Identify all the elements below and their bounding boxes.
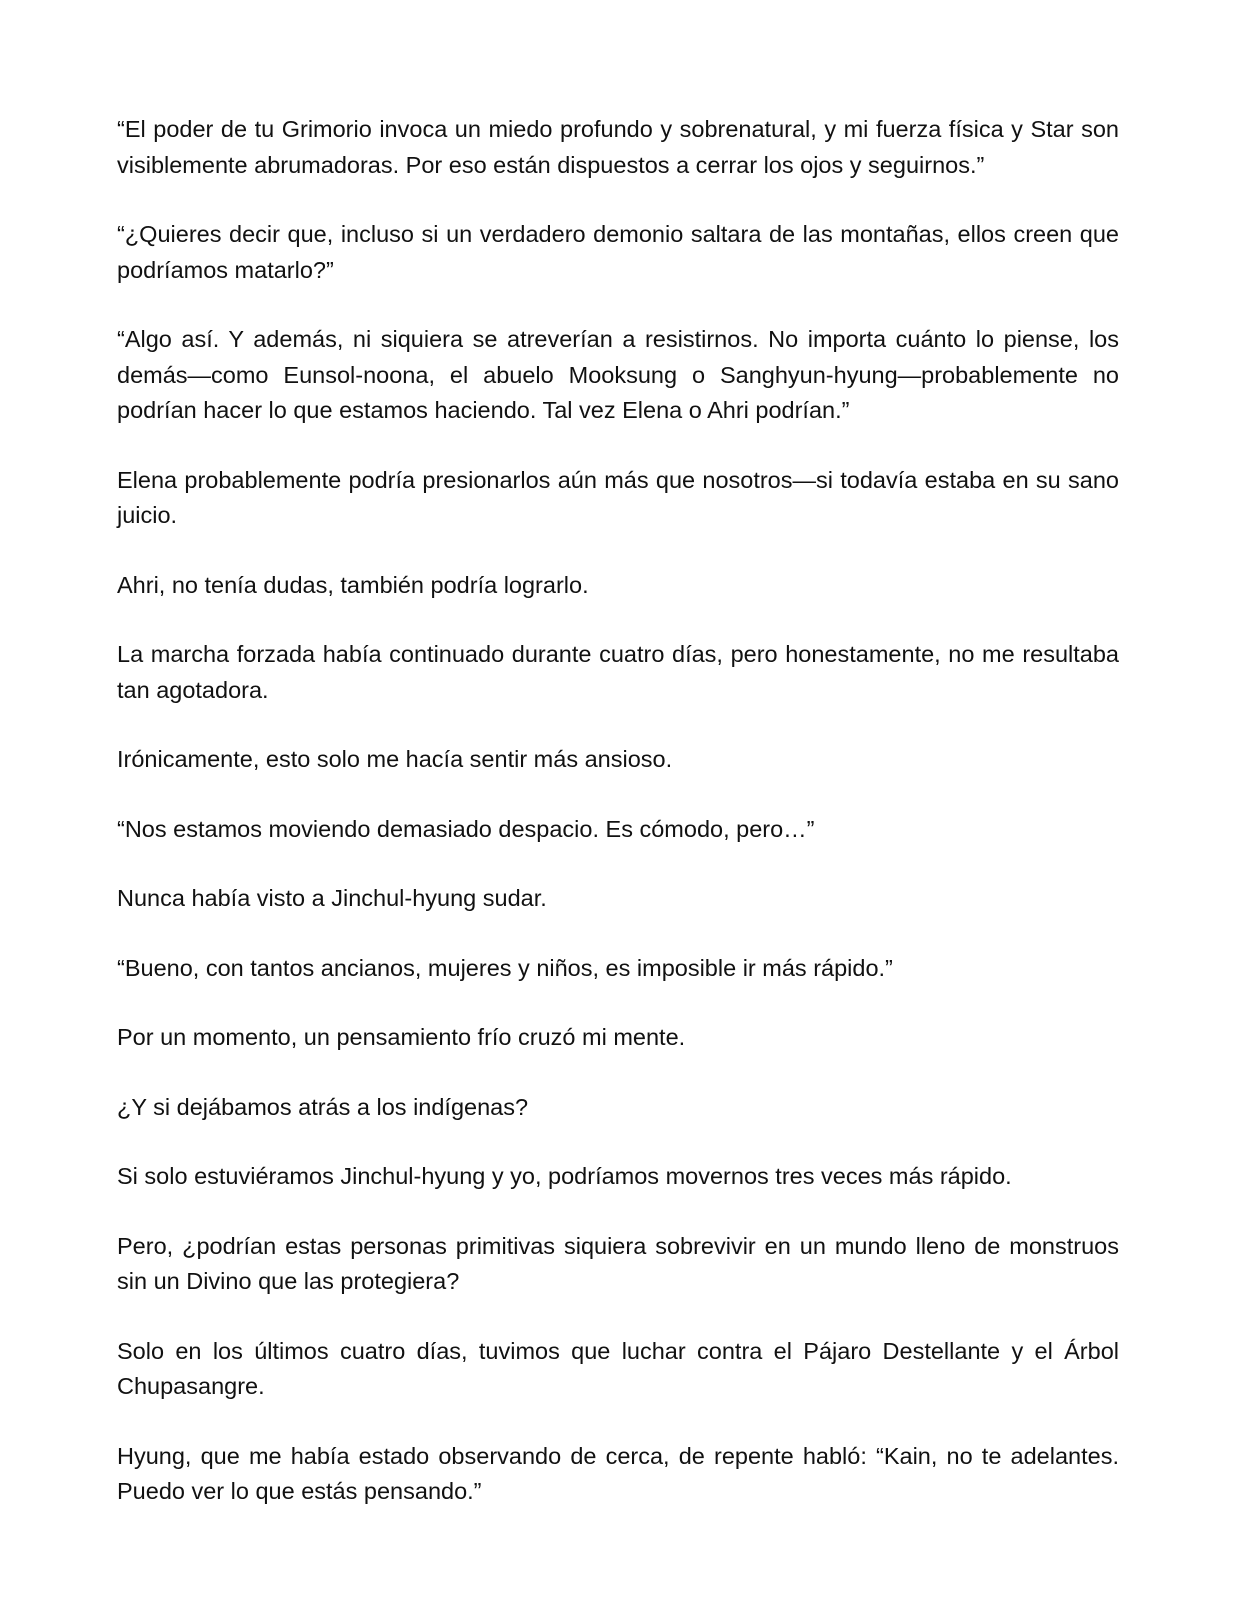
- paragraph-6: La marcha forzada había continuado durante cuatro días, pero honestamente, no me resultaba tan agotadora.: [117, 641, 1119, 703]
- paragraph-10: “Bueno, con tantos ancianos, mujeres y niños, es imposible ir más rápido.”: [117, 954, 893, 981]
- paragraph-1: “El poder de tu Grimorio invoca un miedo profundo y sobrenatural, y mi fuerza física y Star son visiblemente abrumadoras. Por eso están dispuestos a cerrar los ojos y seguirnos.”: [117, 116, 1119, 178]
- paragraph-11: Por un momento, un pensamiento frío cruzó mi mente.: [117, 1024, 686, 1050]
- paragraph-2: “¿Quieres decir que, incluso si un verdadero demonio saltara de las montañas, ellos creen que podríamos matarlo?”: [117, 221, 1119, 283]
- paragraph-7: Irónicamente, esto solo me hacía sentir más ansioso.: [117, 746, 673, 772]
- paragraph-9: Nunca había visto a Jinchul-hyung sudar.: [117, 885, 547, 911]
- paragraph-8: “Nos estamos moviendo demasiado despacio. Es cómodo, pero…”: [117, 815, 815, 842]
- document-page: [117, 112, 1119, 1510]
- paragraph-3: “Algo así. Y además, ni siquiera se atreverían a resistirnos. No importa cuánto lo piense, los demás—como Eunsol-noona, el abuelo Mooksung o Sanghyun-hyung—probablemente no podrían hacer lo que estamos haciendo. Tal vez Elena o Ahri podrían.”: [117, 326, 1119, 423]
- paragraph-14: Pero, ¿podrían estas personas primitivas siquiera sobrevivir en un mundo lleno de monstruos sin un Divino que las protegiera?: [117, 1232, 1119, 1294]
- paragraph-13: Si solo estuviéramos Jinchul-hyung y yo, podríamos movernos tres veces más rápido.: [117, 1163, 1012, 1189]
- paragraph-4: Elena probablemente podría presionarlos aún más que nosotros—si todavía estaba en su sano juicio.: [117, 466, 1119, 528]
- paragraph-16: Hyung, que me había estado observando de cerca, de repente habló: “Kain, no te adelantes. Puedo ver lo que estás pensando.”: [117, 1442, 1119, 1504]
- paragraph-15: Solo en los últimos cuatro días, tuvimos que luchar contra el Pájaro Destellante y el Árbol Chupasangre.: [117, 1337, 1119, 1399]
- paragraph-12: ¿Y si dejábamos atrás a los indígenas?: [117, 1093, 529, 1120]
- paragraph-5: Ahri, no tenía dudas, también podría lograrlo.: [117, 571, 589, 598]
